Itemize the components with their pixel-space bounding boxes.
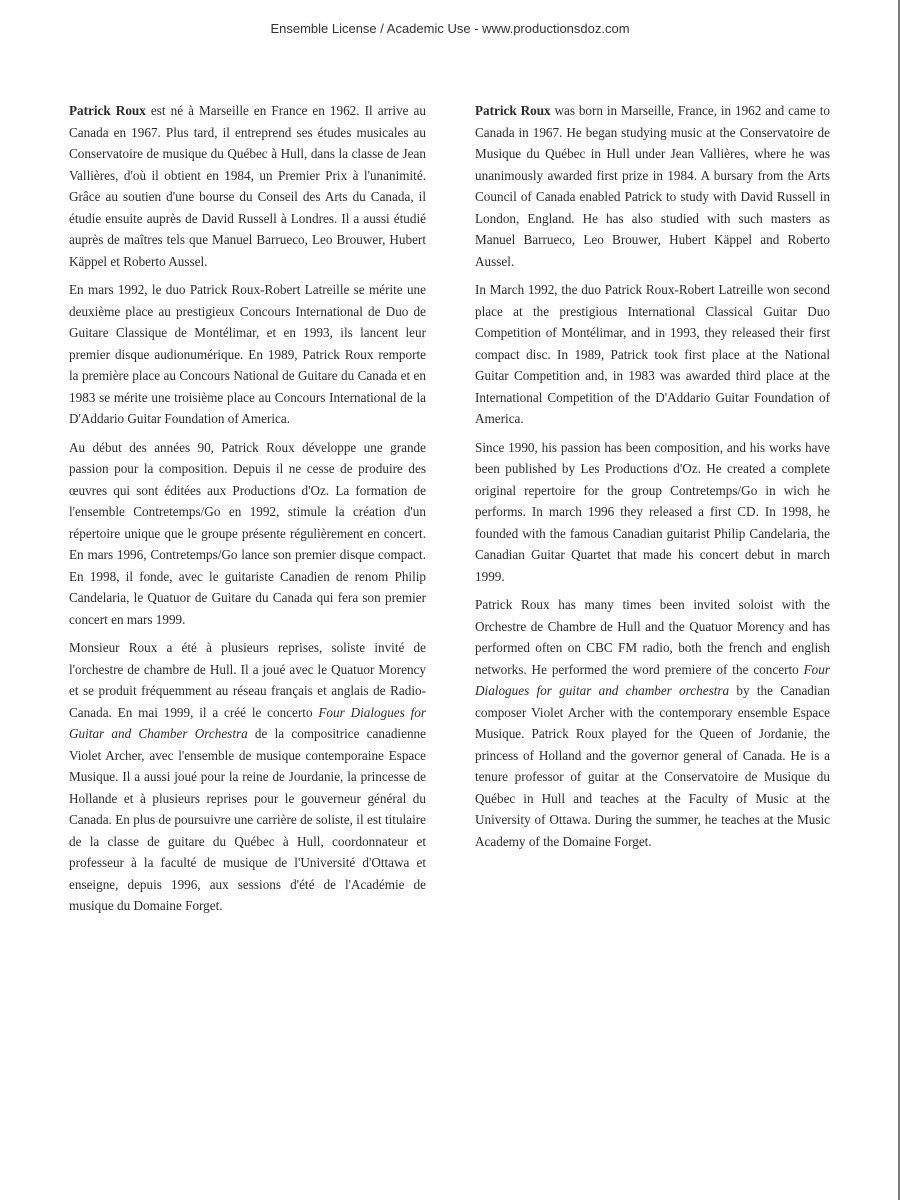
english-paragraph-1-text: was born in Marseille, France, in 1962 and came to Canada in 1967. He began studying music at the Conservatoire de Musique du Québec in Hull under Jean Vallières, where he was unanimously awarded first prize in 1984. A bursary from the Arts Council of Canada enabled Patrick to study with David Russell in London, England. He has also studied with such masters as Manuel Barrueco, Leo Brouwer, Hubert Käppel and Roberto Aussel.: [475, 103, 830, 269]
english-paragraph-2: In March 1992, the duo Patrick Roux-Robert Latreille won second place at the prestigious International Classical Guitar Duo Competition of Montélimar, and in 1993, they released their first compact disc. In 1989, Patrick took first place at the National Guitar Competition and, in 1983 was awarded third place at the International Competition of the D'Addario Guitar Foundation of America.: [475, 282, 830, 426]
french-paragraph-3: Au début des années 90, Patrick Roux développe une grande passion pour la composition. Depuis il ne cesse de produire des œuvres qui sont éditées aux Productions d'Oz. La formation de l'ensemble Contretemps/Go en 1992, stimule la création d'un répertoire unique que le groupe présente régulièrement en concert. En mars 1996, Contretemps/Go lance son premier disque compact. En 1998, il fonde, avec le guitariste Canadien de renom Philip Candelaria, le Quatuor de Guitare du Canada qui fera son premier concert en mars 1999.: [69, 439, 426, 627]
english-concerto-title: Four Dialogues for guitar and chamber orchestra: [475, 661, 830, 698]
french-paragraph-2: En mars 1992, le duo Patrick Roux-Robert Latreille se mérite une deuxième place au prestigieux Concours International de Duo de Guitare Classique de Montélimar, et en 1993, ils lancent leur premier disque audionumérique. En 1989, Patrick Roux remporte la première place au Concours National de Guitare du Canada et en 1983 se mérite une troisième place au Concours International de la D'Addario Guitar Foundation of America.: [69, 282, 426, 426]
english-paragraph-4-text-b: by the Canadian composer Violet Archer with the contemporary ensemble Espace Musique. Patrick Roux played for the Queen of Jordanie, the princess of Holland and the governor general of Canada. He is a tenure professor of guitar at the Conservatoire de Musique du Québec in Hull and teaches at the Faculty of Music at the University of Ottawa. During the summer, he teaches at the Music Academy of the Domaine Forget.: [475, 683, 830, 849]
french-paragraph-1: [69, 100, 426, 272]
english-paragraph-4-text-a: Patrick Roux has many times been invited soloist with the Orchestre de Chambre de Hull and the Quatuor Morency and has performed often on CBC FM radio, both the french and english networks. He performed the word premiere of the concerto: [475, 597, 830, 677]
french-paragraph-4: [69, 637, 426, 917]
french-biography-column: [69, 100, 426, 924]
french-paragraph-4-text-a: Monsieur Roux a été à plusieurs reprises, soliste invité de l'orchestre de chambre de Hull. Il a joué avec le Quatuor Morency et se produit fréquemment au réseau français et anglais de Radio-Canada. En mai 1999, il a créé le concerto: [69, 640, 426, 720]
english-artist-name: Patrick Roux: [475, 103, 551, 118]
french-paragraph-1-text: est né à Marseille en France en 1962. Il arrive au Canada en 1967. Plus tard, il entreprend ses études musicales au Conservatoire de musique du Québec à Hull, dans la classe de Jean Vallières, d'où il obtient en 1984, un Premier Prix à l'unanimité. Grâce au soutien d'une bourse du Conseil des Arts du Canada, il étudie ensuite auprès de David Russell à Londres. Il a aussi étudié auprès de maîtres tels que Manuel Barrueco, Leo Brouwer, Hubert Käppel et Roberto Aussel.: [69, 103, 426, 269]
french-paragraph-4-text-b: de la compositrice canadienne Violet Archer, avec l'ensemble de musique contemporaine Espace Musique. Il a aussi joué pour la reine de Jourdanie, la princesse de Hollande et à plusieurs reprises pour le gouverneur général du Canada. En plus de poursuivre une carrière de soliste, il est titulaire de la classe de guitare du Québec à Hull, coordonnateur et professeur à la faculté de musique de l'Université d'Ottawa et enseigne, depuis 1996, aux sessions d'été de l'Académie de musique du Domaine Forget.: [69, 726, 426, 913]
french-artist-name: Patrick Roux: [69, 103, 146, 118]
english-paragraph-1: [475, 100, 830, 272]
english-paragraph-4: [475, 594, 830, 852]
english-paragraph-3: Since 1990, his passion has been composition, and his works have been published by Les Productions d'Oz. He created a complete original repertoire for the group Contretemps/Go in wich he performs. In march 1996 they released a first CD. In 1998, he founded with the famous Canadian guitarist Philip Candelaria, the Canadian Guitar Quartet that made his concert debut in march 1999.: [475, 439, 830, 584]
french-concerto-title: Four Dialogues for Guitar and Chamber Orchestra: [69, 704, 426, 741]
license-header: Ensemble License / Academic Use - www.productionsdoz.com: [270, 21, 630, 36]
english-biography-column: [475, 100, 830, 859]
